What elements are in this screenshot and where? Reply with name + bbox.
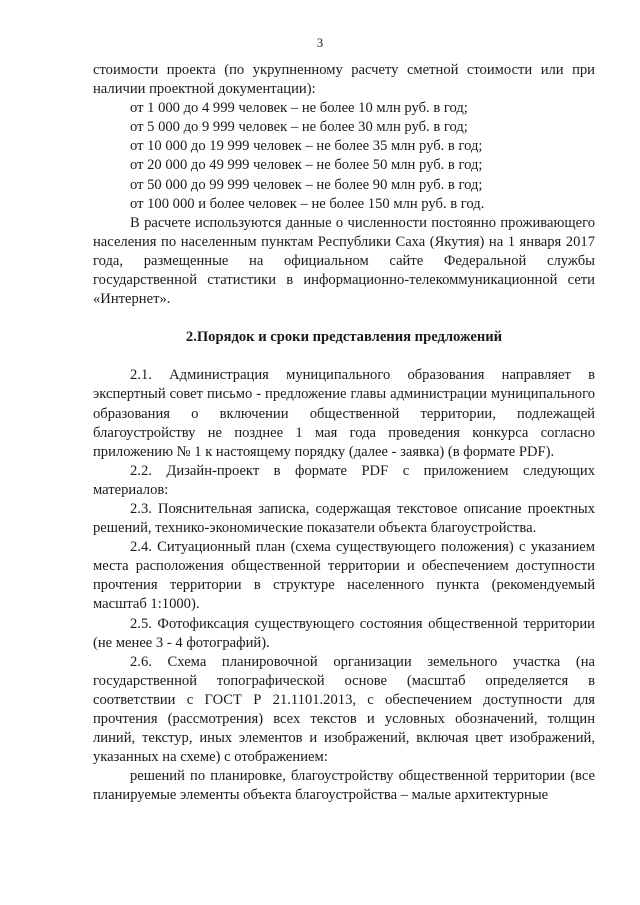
paragraph-calculation-note: В расчете используются данные о численности постоянно проживающего населения по населенным пунктам Республики Саха (Якутия) на 1 января 2017 года, размещенные на официальном сайте Федеральной службы государственной статистики в информационно-телекоммуникационной сети «Интернет».	[93, 214, 595, 308]
clause-2-6: 2.6. Схема планировочной организации земельного участка (на государственной топографической основе (масштаб определяется в соответствии с ГОСТ Р 21.1101.2013, с обеспечением доступности для прочтения (рассмотрения) всех текстов и условных обозначений, толщин линий, текстур, иных элементов и изображений, включая цвет изображений, указанных на схеме) с отображением:	[93, 653, 595, 766]
section-heading: 2.Порядок и сроки представления предложений	[185, 329, 503, 346]
clause-2-6-detail: решений по планировке, благоустройству общественной территории (все планируемые элементы объекта благоустройства – малые архитектурные	[93, 768, 595, 804]
population-range-item: от 20 000 до 49 999 человек – не более 50 млн руб. в год;	[130, 157, 483, 174]
population-range-item: от 100 000 и более человек – не более 150 млн руб. в год.	[130, 195, 485, 212]
population-range-item: от 1 000 до 4 999 человек – не более 10 млн руб. в год;	[130, 100, 468, 117]
clause-2-2: 2.2. Дизайн-проект в формате PDF с приложением следующих материалов:	[93, 462, 595, 498]
paragraph-continuation: стоимости проекта (по укрупненному расчету сметной стоимости или при наличии проектной документации):	[93, 62, 595, 98]
page-number: 3	[316, 36, 324, 50]
clause-2-4: 2.4. Ситуационный план (схема существующего положения) с указанием места расположения общественной территории и обеспечением доступности прочтения территории в структуре населенного пункта (рекомендуемый масштаб 1:1000).	[93, 539, 595, 613]
population-range-item: от 50 000 до 99 999 человек – не более 90 млн руб. в год;	[130, 176, 483, 193]
clause-2-5: 2.5. Фотофиксация существующего состояния общественной территории (не менее 3 - 4 фотографий).	[93, 615, 595, 651]
document-body	[93, 61, 595, 805]
population-range-item: от 10 000 до 19 999 человек – не более 35 млн руб. в год;	[130, 138, 483, 155]
clause-2-3: 2.3. Пояснительная записка, содержащая текстовое описание проектных решений, технико-экономические показатели объекта благоустройства.	[93, 500, 595, 537]
population-range-item: от 5 000 до 9 999 человек – не более 30 млн руб. в год;	[130, 119, 468, 136]
clause-2-1: 2.1. Администрация муниципального образования направляет в экспертный совет письмо - предложение главы администрации муниципального образования о включении общественной территории, подлежащей благоустройству не позднее 1 мая года проведения конкурса согласно приложению № 1 к настоящему порядку (далее - заявка) (в формате PDF).	[93, 367, 595, 460]
